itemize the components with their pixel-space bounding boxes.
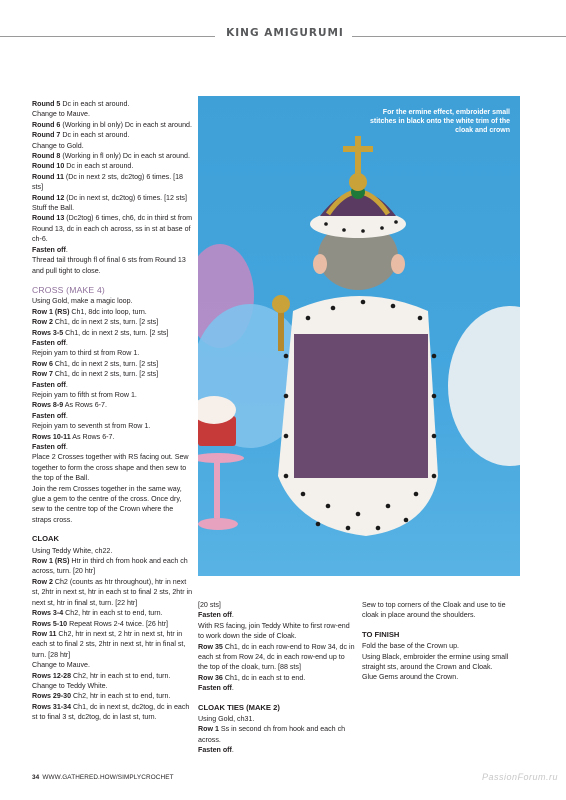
subsection-heading: CLOAK: [32, 534, 59, 544]
king-amigurumi-photo: [198, 96, 520, 576]
instruction-text: Ch2, htr in each st to end, turn.: [63, 609, 163, 618]
instruction-line: [32, 432, 194, 442]
instruction-line: [198, 745, 356, 755]
instruction-line: [198, 600, 356, 610]
page-number: 34: [32, 774, 40, 781]
left-ear: [313, 254, 327, 274]
instruction-text: Rejoin yarn to fifth st from Row 1.: [32, 390, 137, 399]
instruction-text: Dc in each st around.: [64, 162, 134, 171]
instruction-line: [32, 452, 194, 483]
instruction-line: [32, 348, 194, 358]
section-heading: CROSS (MAKE 4): [32, 284, 105, 295]
instruction-line: [32, 141, 194, 151]
instruction-label: Row 1 (RS): [32, 307, 70, 316]
cloak-body: [294, 334, 428, 478]
running-header: KING AMIGURUMI: [226, 27, 344, 39]
instruction-text: Ss in second ch from hook and each ch across.: [198, 725, 346, 744]
instruction-label: Round 6: [32, 120, 61, 129]
instruction-label: Row 35: [198, 642, 223, 651]
instruction-text: [20 sts]: [198, 601, 221, 609]
instruction-text: Join the rem Crosses together in the same way, glue a gem to the centre of the cross. Once dry, sew to the centre top of the Crown where the straps cross.: [32, 484, 182, 524]
cake-stand-stem: [214, 458, 220, 518]
instruction-line: [32, 151, 194, 161]
sceptre-orb: [272, 295, 290, 313]
instruction-text: Stuff the Ball.: [32, 204, 75, 213]
instruction-line: [198, 642, 356, 673]
instruction-text: Ch2 (counts as htr throughout), htr in next st, 2htr in next st, htr in each st to final 2 sts, 2htr in next st, htr in final st, turn. [22 htr]: [32, 577, 193, 607]
instruction-text: Dc in each st around.: [60, 131, 130, 140]
instruction-text: .: [231, 611, 234, 620]
instruction-text: Rejoin yarn to third st from Row 1.: [32, 349, 140, 358]
instruction-text: .: [65, 380, 68, 389]
instruction-text: Change to Teddy White.: [32, 681, 108, 690]
instruction-line: [32, 130, 194, 140]
instruction-line: [32, 608, 194, 618]
instruction-line: [32, 296, 194, 306]
instruction-line: [32, 411, 194, 421]
instruction-line: [32, 255, 194, 276]
instruction-line: [198, 621, 356, 642]
instruction-line: [198, 673, 356, 683]
instruction-label: Round 5: [32, 100, 61, 108]
instruction-text: .: [231, 746, 234, 755]
instruction-line: [32, 172, 194, 193]
instruction-line: [32, 702, 194, 723]
instruction-line: [32, 681, 194, 691]
instruction-line: [32, 328, 194, 338]
instruction-label: Row 11: [32, 629, 57, 638]
photo-illustration: [198, 96, 520, 576]
instruction-label: Round 13: [32, 214, 65, 223]
instruction-line: [32, 193, 194, 203]
instruction-label: Rows 12-28: [32, 671, 72, 680]
instruction-text: As Rows 6-7.: [63, 401, 107, 410]
instruction-text: With RS facing, join Teddy White to first row-end to work down the side of Cloak.: [198, 621, 350, 641]
instruction-label: Fasten off: [32, 245, 66, 254]
instruction-text: (Dc in next 2 sts, dc2tog) 6 times. [18 sts]: [32, 172, 184, 192]
instruction-text: Ch2, htr in each st to end, turn.: [71, 671, 171, 680]
instruction-line: [32, 245, 194, 255]
instruction-label: Rows 10-11: [32, 432, 71, 441]
instruction-text: Change to Mauve.: [32, 661, 90, 670]
instruction-line: [32, 109, 194, 119]
photo-caption: For the ermine effect, embroider small stitches in black onto the white trim of the cloak and crown: [369, 109, 510, 135]
instruction-line: [362, 672, 522, 682]
right-ear: [391, 254, 405, 274]
instruction-line: [32, 203, 194, 213]
instruction-text: .: [65, 245, 68, 254]
footer-url: WWW.GATHERED.HOW/SIMPLYCROCHET: [42, 774, 174, 781]
text-column-1: [32, 99, 194, 723]
instruction-text: Sew to top corners of the Cloak and use to tie cloak in place around the shoulders.: [362, 601, 506, 620]
instruction-label: Round 8: [32, 152, 61, 161]
instruction-label: Rows 3-4: [32, 609, 64, 618]
white-balloon: [448, 306, 520, 466]
instruction-text: Rejoin yarn to seventh st from Row 1.: [32, 422, 151, 431]
instruction-label: Fasten off: [198, 611, 232, 620]
instruction-line: [32, 577, 194, 608]
instruction-label: Row 36: [198, 673, 223, 682]
crown-ball: [349, 173, 367, 191]
instruction-line: [32, 400, 194, 410]
instruction-line: [32, 338, 194, 348]
instruction-line: [32, 369, 194, 379]
instruction-text: Ch2, htr in each st to end, turn.: [71, 692, 171, 701]
instruction-text: Dc in each st around.: [60, 100, 130, 108]
instruction-label: Fasten off: [198, 684, 232, 693]
instruction-line: [32, 546, 194, 556]
cross-horizontal: [343, 146, 373, 152]
instruction-line: [32, 442, 194, 452]
instruction-line: [32, 359, 194, 369]
instruction-line: [362, 652, 522, 673]
instruction-text: (Dc2tog) 6 times, ch6, dc in third st from Round 13, dc in each ch across, ss in st at base of ch-6.: [32, 214, 193, 244]
text-column-3: [362, 600, 522, 683]
text-column-2: [198, 600, 356, 756]
instruction-label: Rows 5-10: [32, 619, 68, 628]
instruction-line: [198, 724, 356, 745]
instruction-text: As Rows 6-7.: [70, 432, 115, 441]
instruction-text: (Dc in next st, dc2tog) 6 times. [12 sts]: [64, 193, 187, 202]
instruction-text: Glue Gems around the Crown.: [362, 673, 459, 682]
instruction-text: Using Gold, ch31.: [198, 715, 255, 724]
page-footer: [32, 774, 174, 781]
instruction-text: .: [65, 411, 68, 420]
instruction-label: Rows 31-34: [32, 702, 72, 711]
instruction-text: Fold the base of the Crown up.: [362, 642, 460, 651]
instruction-line: [32, 307, 194, 317]
cake-stand: [198, 453, 244, 463]
instruction-text: Change to Gold.: [32, 141, 84, 150]
instruction-label: Rows 3-5: [32, 328, 64, 337]
instruction-text: .: [65, 338, 68, 347]
instruction-line: [32, 213, 194, 244]
watermark: PassionForum.ru: [481, 772, 558, 782]
instruction-line: [32, 390, 194, 400]
instruction-label: Fasten off: [198, 746, 232, 755]
instruction-line: [32, 317, 194, 327]
instruction-text: Using Gold, make a magic loop.: [32, 297, 133, 306]
instruction-label: Row 1 (RS): [32, 557, 70, 566]
instruction-text: Ch2, htr in next st, 2 htr in next st, htr in each st to final 2 sts, 2htr in next st, htr in final st, turn. [28 htr]: [32, 629, 186, 659]
instruction-label: Rows 8-9: [32, 401, 64, 410]
header-rule-right: [352, 36, 566, 37]
instruction-label: Round 12: [32, 193, 65, 202]
instruction-line: [362, 641, 522, 651]
instruction-label: Row 6: [32, 359, 53, 368]
instruction-label: Row 2: [32, 318, 53, 327]
instruction-text: Place 2 Crosses together with RS facing out. Sew together to form the cross shape and then sew to the top of the Ball.: [32, 453, 189, 483]
instruction-text: Using Black, embroider the ermine using small straight sts, around the Crown and Cloak.: [362, 652, 509, 672]
instruction-text: Using Teddy White, ch22.: [32, 546, 113, 555]
instruction-text: Ch1, dc in next 2 sts, turn. [2 sts]: [52, 370, 159, 379]
instruction-text: Thread tail through fl of final 6 sts from Round 13 and pull tight to close.: [32, 256, 186, 275]
instruction-label: Row 7: [32, 370, 53, 379]
cake-stand-base: [198, 518, 238, 530]
instruction-text: Ch1, 8dc into loop, turn.: [69, 307, 147, 316]
instruction-line: [32, 691, 194, 701]
instruction-text: .: [65, 443, 68, 451]
instruction-line: [32, 484, 194, 526]
instruction-line: [32, 629, 194, 660]
instruction-text: Ch1, dc in each row-end to Row 34, dc in each st from Row 24, dc in each row-end up to the top of the cloak, turn. [88 sts]: [198, 642, 355, 672]
instruction-label: Rows 29-30: [32, 692, 72, 701]
header-rule-left: [0, 36, 215, 37]
subsection-heading: CLOAK TIES (MAKE 2): [198, 702, 280, 712]
instruction-line: [198, 714, 356, 724]
instruction-line: [32, 161, 194, 171]
instruction-label: Fasten off: [32, 411, 66, 420]
instruction-line: [32, 120, 194, 130]
instruction-text: Ch1, dc in each st to end.: [222, 673, 306, 682]
instruction-text: Ch1, dc in next 2 sts, turn. [2 sts]: [63, 328, 169, 337]
instruction-label: Round 7: [32, 131, 61, 140]
instruction-line: [32, 619, 194, 629]
instruction-label: Fasten off: [32, 380, 66, 389]
instruction-text: Ch1, dc in next 2 sts, turn. [2 sts]: [52, 359, 159, 368]
instruction-line: [32, 99, 194, 109]
instruction-line: [32, 380, 194, 390]
instruction-text: .: [231, 684, 234, 693]
instruction-label: Row 2: [32, 577, 53, 586]
instruction-text: (Working in fl only) Dc in each st around.: [60, 152, 190, 161]
instruction-line: [198, 610, 356, 620]
instruction-line: [362, 600, 522, 621]
instruction-text: Ch1, dc in next st, dc2tog, dc in each st to final 3 st, dc2tog, dc in last st, turn.: [32, 702, 190, 722]
instruction-label: Fasten off: [32, 338, 66, 347]
instruction-text: (Working in bl only) Dc in each st around.: [60, 120, 192, 129]
instruction-text: Repeat Rows 2-4 twice. [26 htr]: [67, 619, 169, 628]
instruction-line: [32, 660, 194, 670]
instruction-text: Ch1, dc in next 2 sts, turn. [2 sts]: [52, 318, 159, 327]
instruction-line: [198, 683, 356, 693]
instruction-line: [32, 556, 194, 577]
instruction-text: Change to Mauve.: [32, 110, 90, 119]
instruction-label: Round 10: [32, 162, 65, 171]
subsection-heading: TO FINISH: [362, 629, 400, 639]
instruction-line: [32, 421, 194, 431]
sceptre-handle: [278, 311, 284, 351]
instruction-label: Row 1: [198, 725, 219, 734]
instruction-text: Htr in third ch from hook and each ch across, turn. [20 htr]: [32, 557, 188, 576]
instruction-line: [32, 671, 194, 681]
instruction-label: Round 11: [32, 172, 64, 181]
instruction-label: Fasten off: [32, 443, 66, 451]
